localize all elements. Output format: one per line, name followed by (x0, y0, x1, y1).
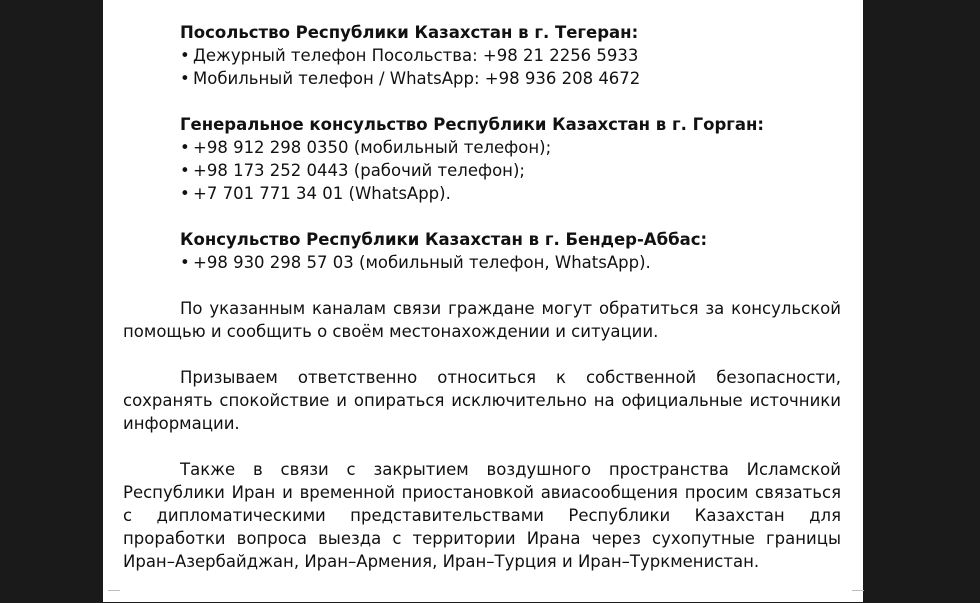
section-consulate-bandar-abbas (123, 228, 841, 274)
list-item (180, 159, 841, 182)
contact-list (123, 44, 841, 90)
contact-list (123, 136, 841, 205)
spacer (123, 205, 841, 228)
list-item (180, 251, 841, 274)
document-page (103, 0, 863, 602)
list-item (180, 136, 841, 159)
contact-text: Мобильный телефон / WhatsApp: +98 936 208 4672 (193, 69, 641, 88)
contact-text: Дежурный телефон Посольства: +98 21 2256 5933 (193, 46, 639, 65)
spacer (123, 435, 841, 458)
section-heading: Консульство Республики Казахстан в г. Бендер-Аббас: (180, 230, 708, 249)
spacer (123, 90, 841, 113)
contact-text: +98 930 298 57 03 (мобильный телефон, WhatsApp). (193, 253, 651, 272)
bullet-icon: • (180, 69, 190, 88)
section-heading: Генеральное консульство Республики Казахстан в г. Горган: (180, 115, 765, 134)
contact-text: +98 173 252 0443 (рабочий телефон); (193, 161, 525, 180)
paragraph-safety: Призываем ответственно относиться к собственной безопасности, сохранять спокойствие и опираться исключительно на официальные источники информации. (123, 368, 841, 433)
section-heading: Посольство Республики Казахстан в г. Тегеран: (180, 23, 639, 42)
paragraph-consular-help: По указанным каналам связи граждане могут обратиться за консульской помощью и сообщить о своём местонахождении и ситуации. (123, 299, 841, 341)
list-item (180, 182, 841, 205)
list-item (180, 67, 841, 90)
contact-text: +7 701 771 34 01 (WhatsApp). (193, 184, 451, 203)
section-embassy-tehran (123, 21, 841, 90)
bullet-icon: • (180, 46, 190, 65)
spacer (123, 343, 841, 366)
spacer (123, 274, 841, 297)
page-crop-mark-left (108, 590, 120, 603)
document-content (123, 21, 841, 573)
section-consulate-gorgan (123, 113, 841, 205)
contact-list (123, 251, 841, 274)
paragraph-airspace: Также в связи с закрытием воздушного пространства Исламской Республики Иран и временной приостановкой авиасообщения просим связаться с дипломатическими представительствами Республики Казахстан для проработки вопроса выезда с территории Ирана через сухопутные границы Иран–Азербайджан, Иран–Армения, Иран–Турция и Иран–Туркменистан. (123, 460, 841, 571)
contact-text: +98 912 298 0350 (мобильный телефон); (193, 138, 552, 157)
bullet-icon: • (180, 138, 190, 157)
list-item (180, 44, 841, 67)
bullet-icon: • (180, 161, 190, 180)
bullet-icon: • (180, 253, 190, 272)
bullet-icon: • (180, 184, 190, 203)
page-crop-mark-right (852, 590, 864, 603)
